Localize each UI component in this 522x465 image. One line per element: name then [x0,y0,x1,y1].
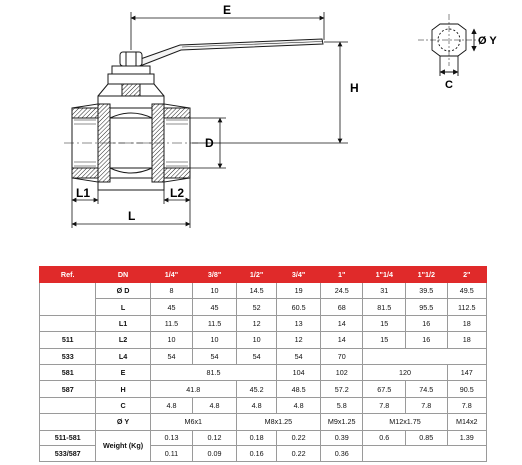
header-ref: Ref. [40,267,96,283]
table-cell: 0.16 [236,446,276,462]
row-label: Ø D [96,283,150,299]
table-cell: 11.5 [193,315,237,331]
row-label: E [96,364,150,380]
table-cell: 15 [363,332,406,348]
table-row [40,332,487,348]
table-cell: 81.5 [363,299,406,315]
table-cell: 147 [447,364,486,380]
header-size: 2" [447,267,486,283]
table-cell: 4.8 [150,397,193,413]
table-cell: 8 [150,283,193,299]
table-cell: 0.6 [363,430,406,446]
row-label: L1 [96,315,150,331]
table-cell: 41.8 [150,381,236,397]
table-cell: M9x1.25 [320,414,363,430]
table-cell: 120 [363,364,447,380]
table-row [40,315,487,331]
table-row [40,381,487,397]
table-cell: 95.5 [406,299,448,315]
table-cell: 49.5 [447,283,486,299]
table-cell: 19 [277,283,321,299]
ref-cell [40,397,96,413]
table-cell: 52 [236,299,276,315]
table-header-row [40,267,487,283]
table-cell: 0.22 [277,430,321,446]
table-cell: 81.5 [150,364,277,380]
table-cell: 0.22 [277,446,321,462]
dim-label-l: L [128,209,136,223]
table-cell: 45 [193,299,237,315]
table-cell: M6x1 [150,414,236,430]
table-cell: 0.18 [236,430,276,446]
table-cell: 104 [277,364,321,380]
table-cell: 1.39 [447,430,486,446]
dim-label-h: H [350,81,359,95]
dim-label-d: D [205,136,214,150]
table-cell: 54 [277,348,321,364]
stem-end-view [418,14,480,76]
ref-cell [40,283,96,316]
table-cell: 0.09 [193,446,237,462]
table-cell-empty [363,348,487,364]
table-cell: 45.2 [236,381,276,397]
table-cell: 12 [236,315,276,331]
table-cell: 0.85 [406,430,448,446]
table-cell: 10 [193,332,237,348]
table-cell: 54 [236,348,276,364]
table-cell: 4.8 [236,397,276,413]
table-row [40,430,487,446]
row-label: Weight (Kg) [96,430,150,461]
table-cell: 0.39 [320,430,363,446]
header-size: 1" [320,267,363,283]
table-cell: M12x1.75 [363,414,447,430]
table-cell: 48.5 [277,381,321,397]
table-row [40,348,487,364]
ref-cell: 533/587 [40,446,96,462]
row-label: H [96,381,150,397]
table-cell: 10 [193,283,237,299]
table-cell: 54 [150,348,193,364]
table-cell: 10 [150,332,193,348]
dimension-h [192,42,348,143]
ref-cell: 587 [40,381,96,397]
table-cell: 102 [320,364,363,380]
dim-label-l1: L1 [76,186,91,200]
ref-cell: 581 [40,364,96,380]
lever-handle [132,39,323,66]
table-cell: 0.12 [193,430,237,446]
table-cell: 7.8 [363,397,406,413]
table-cell: 4.8 [193,397,237,413]
header-size: 1/4" [150,267,193,283]
table-cell: 12 [277,332,321,348]
ref-cell: 511 [40,332,96,348]
table-cell: 14 [320,332,363,348]
header-size: 1/2" [236,267,276,283]
table-cell: 18 [447,332,486,348]
table-row [40,397,487,413]
dim-label-l2: L2 [170,186,185,200]
row-label: C [96,397,150,413]
table-row [40,299,487,315]
row-label: L4 [96,348,150,364]
table-row [40,414,487,430]
row-label: Ø Y [96,414,150,430]
table-cell: 45 [150,299,193,315]
header-size: 3/4" [277,267,321,283]
dim-label-c: C [445,79,453,91]
dimensions-table [39,266,487,462]
table-cell: 57.2 [320,381,363,397]
table-cell: 70 [320,348,363,364]
table-cell: 5.8 [320,397,363,413]
table-cell-empty [363,446,487,462]
header-size: 1"1/2 [406,267,448,283]
table-cell: 0.36 [320,446,363,462]
table-cell: 0.13 [150,430,193,446]
table-cell: 60.5 [277,299,321,315]
table-cell: M14x2 [447,414,486,430]
table-row [40,283,487,299]
table-cell: 16 [406,315,448,331]
table-cell: M8x1.25 [236,414,320,430]
ref-cell [40,414,96,430]
table-cell: 18 [447,315,486,331]
table-cell: 16 [406,332,448,348]
table-cell: 15 [363,315,406,331]
table-cell: 68 [320,299,363,315]
table-cell: 13 [277,315,321,331]
table-cell: 112.5 [447,299,486,315]
table-row [40,364,487,380]
table-cell: 31 [363,283,406,299]
table-cell: 74.5 [406,381,448,397]
dim-label-y: Ø Y [478,35,497,47]
table-cell: 67.5 [363,381,406,397]
row-label: L [96,299,150,315]
table-cell: 7.8 [406,397,448,413]
table-cell: 7.8 [447,397,486,413]
table-cell: 4.8 [277,397,321,413]
row-label: L2 [96,332,150,348]
header-size: 3/8" [193,267,237,283]
ref-cell: 511-581 [40,430,96,446]
table-cell: 39.5 [406,283,448,299]
table-cell: 14.5 [236,283,276,299]
ref-cell: 533 [40,348,96,364]
dim-label-e: E [222,3,232,17]
table-cell: 10 [236,332,276,348]
table-cell: 14 [320,315,363,331]
header-size: 1"1/4 [363,267,406,283]
table-cell: 11.5 [150,315,193,331]
table-cell: 90.5 [447,381,486,397]
table-cell: 0.11 [150,446,193,462]
ref-cell [40,315,96,331]
table-cell: 24.5 [320,283,363,299]
header-dn: DN [96,267,150,283]
table-cell: 54 [193,348,237,364]
